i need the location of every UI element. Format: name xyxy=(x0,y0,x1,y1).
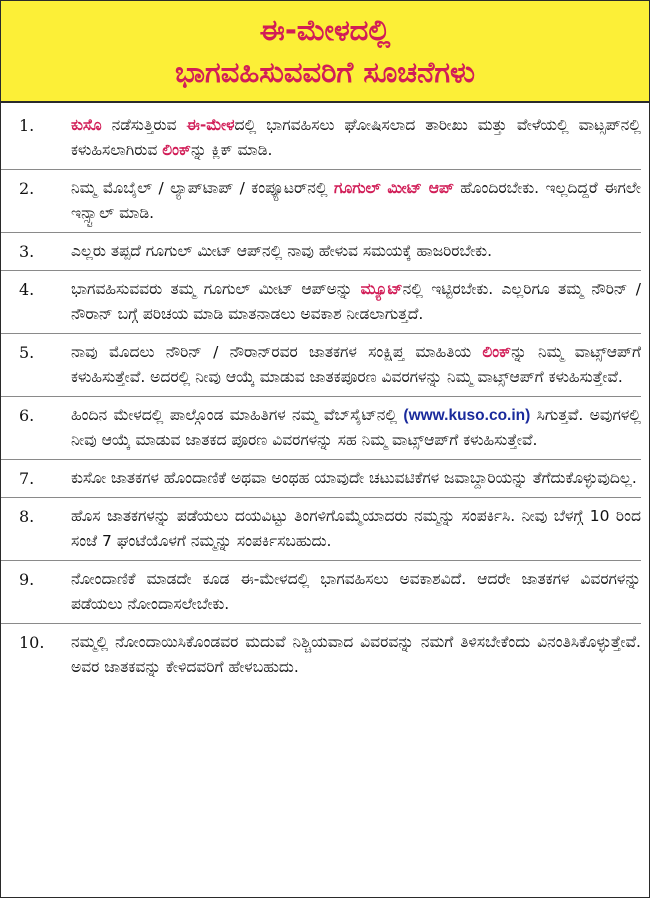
item-number: 6. xyxy=(19,406,35,425)
item-text xyxy=(71,504,641,554)
list-item xyxy=(1,334,641,397)
item-text xyxy=(71,176,641,226)
text-segment: ನ್ನು ನಿಮ್ಮ ವಾಟ್ಸ್‌ಆಪ್‌ಗೆ ಕಳುಹಿಸುತ್ತೇವೆ. ಅದರಲ್ಲಿ ನೀವು ಆಯ್ಕೆ ಮಾಡುವ ಜಾತಕಪೂರಣ ವಿವರಗಳನ್ನು ನಿಮ್ಮ ವಾಟ್ಸ್‌ಆಪ್‌ಗೆ ಕಳುಹಿಸುತ್ತೇವೆ. xyxy=(71,343,641,386)
highlighted-text: ಕುಸೊ xyxy=(71,116,102,134)
text-segment: ಹಿಂದಿನ ಮೇಳದಲ್ಲಿ ಪಾಲ್ಗೊಂಡ ಮಾಹಿತಿಗಳ ನಮ್ಮ ವೆಬ್‌ಸೈಟ್‌ನಲ್ಲಿ xyxy=(71,406,404,424)
header-title-line1: ಈ-ಮೇಳದಲ್ಲಿ xyxy=(259,13,391,47)
item-number: 3. xyxy=(19,242,35,261)
list-item xyxy=(1,397,641,460)
highlighted-text: ಗೂಗುಲ್ ಮೀಟ್ ಆಪ್ xyxy=(333,179,454,197)
item-number: 10. xyxy=(19,633,45,652)
header-banner xyxy=(1,1,649,103)
item-text xyxy=(71,239,641,264)
text-segment: ಸಿಗುತ್ತವೆ. ಅವುಗಳಲ್ಲಿ ನೀವು ಆಯ್ಕೆ ಮಾಡುವ ಜಾತಕದ ಪೂರಣ ವಿವರಗಳನ್ನು ಸಹ ನಿಮ್ಮ ವಾಟ್ಸ್‌ಆಪ್‌ಗೆ ಕಳುಹಿಸುತ್ತೇವೆ. xyxy=(71,406,641,449)
item-text xyxy=(71,466,641,491)
highlighted-text: ಲಿಂಕ್ xyxy=(162,141,191,159)
item-number: 8. xyxy=(19,507,35,526)
text-segment: ಹೊಸ ಜಾತಕಗಳನ್ನು ಪಡೆಯಲು ದಯವಿಟ್ಟು ತಿಂಗಳಿಗೊಮ್ಮೆಯಾದರು ನಮ್ಮನ್ನು ಸಂಪರ್ಕಿಸಿ. ನೀವು ಬೆಳಗ್ಗೆ 10 ರಿಂದ ಸಂಜೆ 7 ಘಂಟೆಯೊಳಗೆ ನಮ್ಮನ್ನು ಸಂಪರ್ಕಿಸಬಹುದು. xyxy=(71,507,641,550)
text-segment: ನ್ನು ಕ್ಲಿಕ್ ಮಾಡಿ. xyxy=(190,141,273,159)
text-segment: ಕುಸೋ ಜಾತಕಗಳ ಹೊಂದಾಣಿಕೆ ಅಥವಾ ಅಂಥಹ ಯಾವುದೇ ಚಟುವಟಿಕೆಗಳ ಜವಾಬ್ದಾರಿಯನ್ನು ತೆಗೆದುಕೊಳ್ಳುವುದಿಲ್ಲ. xyxy=(71,469,637,487)
text-segment: ನಡೆಸುತ್ತಿರುವ xyxy=(101,116,187,134)
list-item xyxy=(1,624,641,686)
item-text xyxy=(71,277,641,327)
list-item xyxy=(1,233,641,271)
header-title-line2: ಭಾಗವಹಿಸುವವರಿಗೆ ಸೂಚನೆಗಳು xyxy=(174,55,476,89)
item-text xyxy=(71,567,641,617)
list-item xyxy=(1,271,641,334)
highlighted-text: ಈ-ಮೇಳ xyxy=(186,116,235,134)
item-number: 9. xyxy=(19,570,35,589)
text-segment: ನಲ್ಲಿ ಇಟ್ಟಿರಬೇಕು. ಎಲ್ಲರಿಗೂ ತಮ್ಮ ನೌರಿನ್ / ನೌರಾನ್ ಬಗ್ಗೆ ಪರಿಚಯ ಮಾಡಿ ಮಾತನಾಡಲು ಅವಕಾಶ ನೀಡಲಾಗುತ್ತದೆ. xyxy=(71,280,641,323)
text-segment: ನಿಮ್ಮ ಮೊಬೈಲ್ / ಲ್ಯಾಪ್‌ಟಾಪ್ / ಕಂಪ್ಯೂಟರ್‌ನಲ್ಲಿ xyxy=(71,179,334,197)
list-item xyxy=(1,498,641,561)
list-item xyxy=(1,107,641,170)
text-segment: ಭಾಗವಹಿಸುವವರು ತಮ್ಮ ಗೂಗುಲ್ ಮೀಟ್ ಆಪ್‌ಅನ್ನು xyxy=(71,280,361,298)
text-segment: ನಮ್ಮಲ್ಲಿ ನೋಂದಾಯಿಸಿಕೊಂಡವರ ಮದುವೆ ನಿಶ್ಚಿಯವಾದ ವಿವರವನ್ನು ನಮಗೆ ತಿಳಿಸಬೇಕೆಂದು ವಿನಂತಿಸಿಕೊಳ್ಳುತ್ತೇವೆ. ಅವರ ಜಾತಕವನ್ನು ಕೇಳಿದವರಿಗೆ ಹೇಳಬಹುದು. xyxy=(71,633,641,676)
list-item xyxy=(1,170,641,233)
list-item xyxy=(1,561,641,624)
item-number: 4. xyxy=(19,280,35,299)
item-text xyxy=(71,340,641,390)
item-number: 7. xyxy=(19,469,35,488)
highlighted-text: ಮ್ಯೂಟ್ xyxy=(360,280,403,298)
item-text xyxy=(71,403,641,453)
list-item xyxy=(1,460,641,498)
website-text: (www.kuso.co.in) xyxy=(403,407,531,424)
item-text xyxy=(71,113,641,163)
item-number: 2. xyxy=(19,179,35,198)
text-segment: ಹೊಂದಿರಬೇಕು. ಇಲ್ಲದಿದ್ದರೆ ಈಗಲೇ ಇನ್ಸ್ಟಾಲ್ ಮಾಡಿ. xyxy=(71,179,641,222)
item-number: 1. xyxy=(19,116,35,135)
instruction-list xyxy=(1,103,649,686)
item-text xyxy=(71,630,641,680)
text-segment: ನಾವು ಮೊದಲು ನೌರಿನ್ / ನೌರಾನ್‌ರವರ ಜಾತಕಗಳ ಸಂಕ್ಷಿಪ್ತ ಮಾಹಿತಿಯ xyxy=(71,343,483,361)
text-segment: ಎಲ್ಲರು ತಪ್ಪದೆ ಗೂಗುಲ್ ಮೀಟ್ ಆಪ್‌ನಲ್ಲಿ ನಾವು ಹೇಳುವ ಸಮಯಕ್ಕೆ ಹಾಜರಿರಬೇಕು. xyxy=(71,242,492,260)
text-segment: ದಲ್ಲಿ ಭಾಗವಹಿಸಲು ಘೋಷಿಸಲಾದ ತಾರೀಖು ಮತ್ತು ವೇಳೆಯಲ್ಲಿ ವಾಟ್ಸಪ್‌ನಲ್ಲಿ ಕಳುಹಿಸಲಾಗಿರುವ xyxy=(71,116,641,159)
text-segment: ನೋಂದಾಣಿಕೆ ಮಾಡದೇ ಕೂಡ ಈ-ಮೇಳದಲ್ಲಿ ಭಾಗವಹಿಸಲು ಅವಕಾಶವಿದೆ. ಆದರೇ ಜಾತಕಗಳ ವಿವರಗಳನ್ನು ಪಡೆಯಲು ನೋಂದಾಸಲೇಬೇಕು. xyxy=(71,570,641,613)
highlighted-text: ಲಿಂಕ್ xyxy=(482,343,512,361)
item-number: 5. xyxy=(19,343,35,362)
